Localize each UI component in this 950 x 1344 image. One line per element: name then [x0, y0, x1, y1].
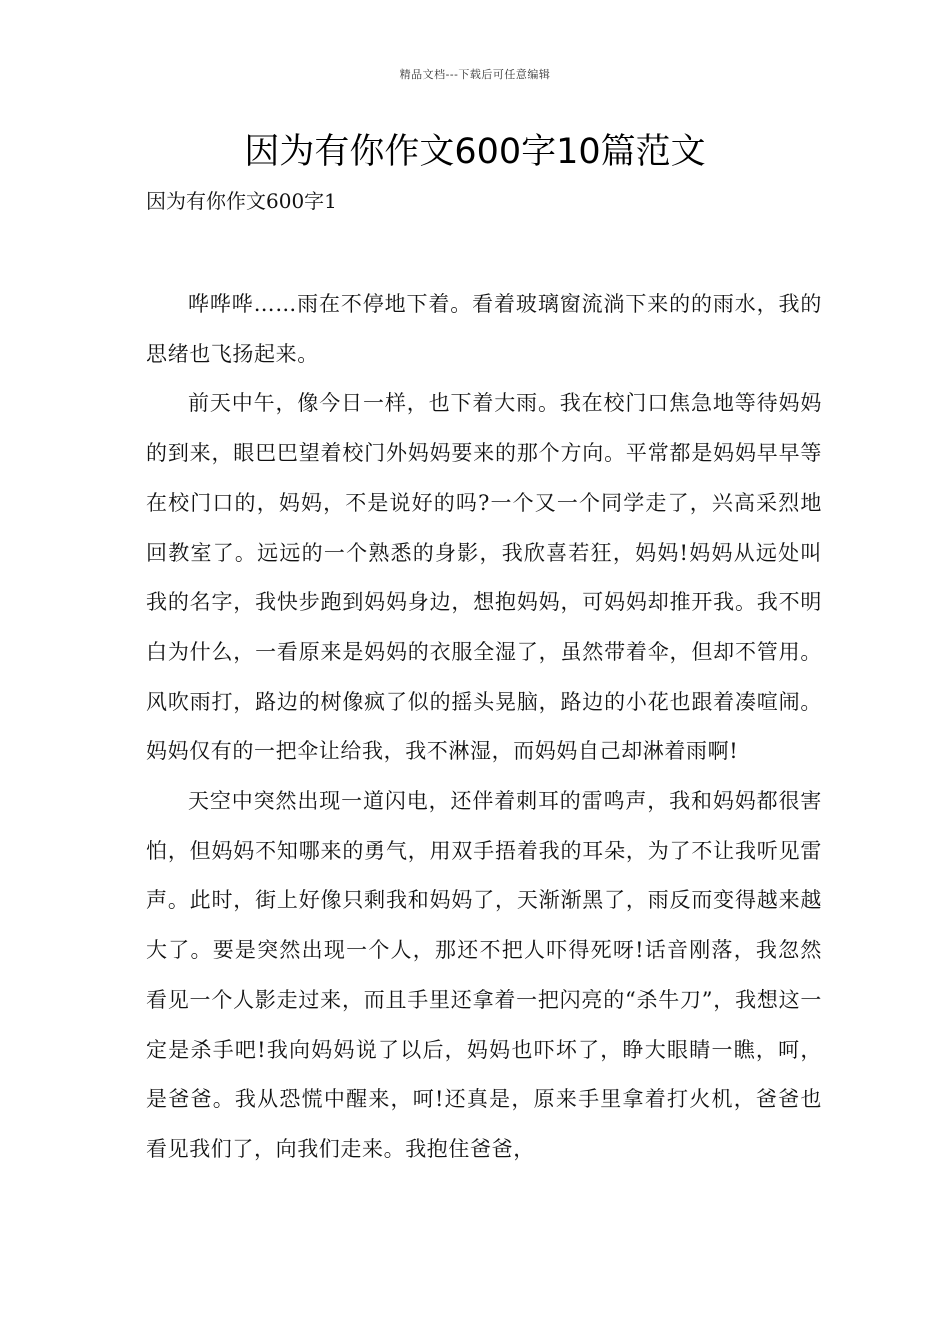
paragraph-3: 天空中突然出现一道闪电，还伴着刺耳的雷鸣声，我和妈妈都很害怕，但妈妈不知哪来的勇气，用双手捂着我的耳朵，为了不让我听见雷声。此时，街上好像只剩我和妈妈了，天渐渐黑了，雨反而变得越来越大了。要是突然出现一个人，那还不把人吓得死呀!话音刚落，我忽然看见一个人影走过来，而且手里还拿着一把闪亮的“杀牛刀”，我想这一定是杀手吧!我向妈妈说了以后，妈妈也吓坏了，睁大眼睛一瞧，呵，是爸爸。我从恐慌中醒来，呵!还真是，原来手里拿着打火机，爸爸也看见我们了，向我们走来。我抱住爸爸，: [146, 789, 822, 1161]
paragraph-2: 前天中午，像今日一样，也下着大雨。我在校门口焦急地等待妈妈的到来，眼巴巴望着校门外妈妈要来的那个方向。平常都是妈妈早早等在校门口的，妈妈，不是说好的吗?一个又一个同学走了，兴高采烈地回教室了。远远的一个熟悉的身影，我欣喜若狂，妈妈!妈妈从远处叫我的名字，我快步跑到妈妈身边，想抱妈妈，可妈妈却推开我。我不明白为什么，一看原来是妈妈的衣服全湿了，虽然带着伞，但却不管用。风吹雨打，路边的树像疯了似的摇头晃脑，路边的小花也跟着凑喧闹。妈妈仅有的一把伞让给我，我不淋湿，而妈妈自己却淋着雨啊!: [146, 391, 822, 764]
body-text: [146, 280, 822, 1175]
paragraph-1: 哗哗哗……雨在不停地下着。看着玻璃窗流淌下来的的雨水，我的思绪也飞扬起来。: [146, 292, 822, 366]
document-title: 因为有你作文600字10篇范文: [244, 132, 706, 172]
section-heading: 因为有你作文600字1: [146, 189, 337, 213]
header-note: 精品文档---下载后可任意编辑: [399, 68, 551, 81]
